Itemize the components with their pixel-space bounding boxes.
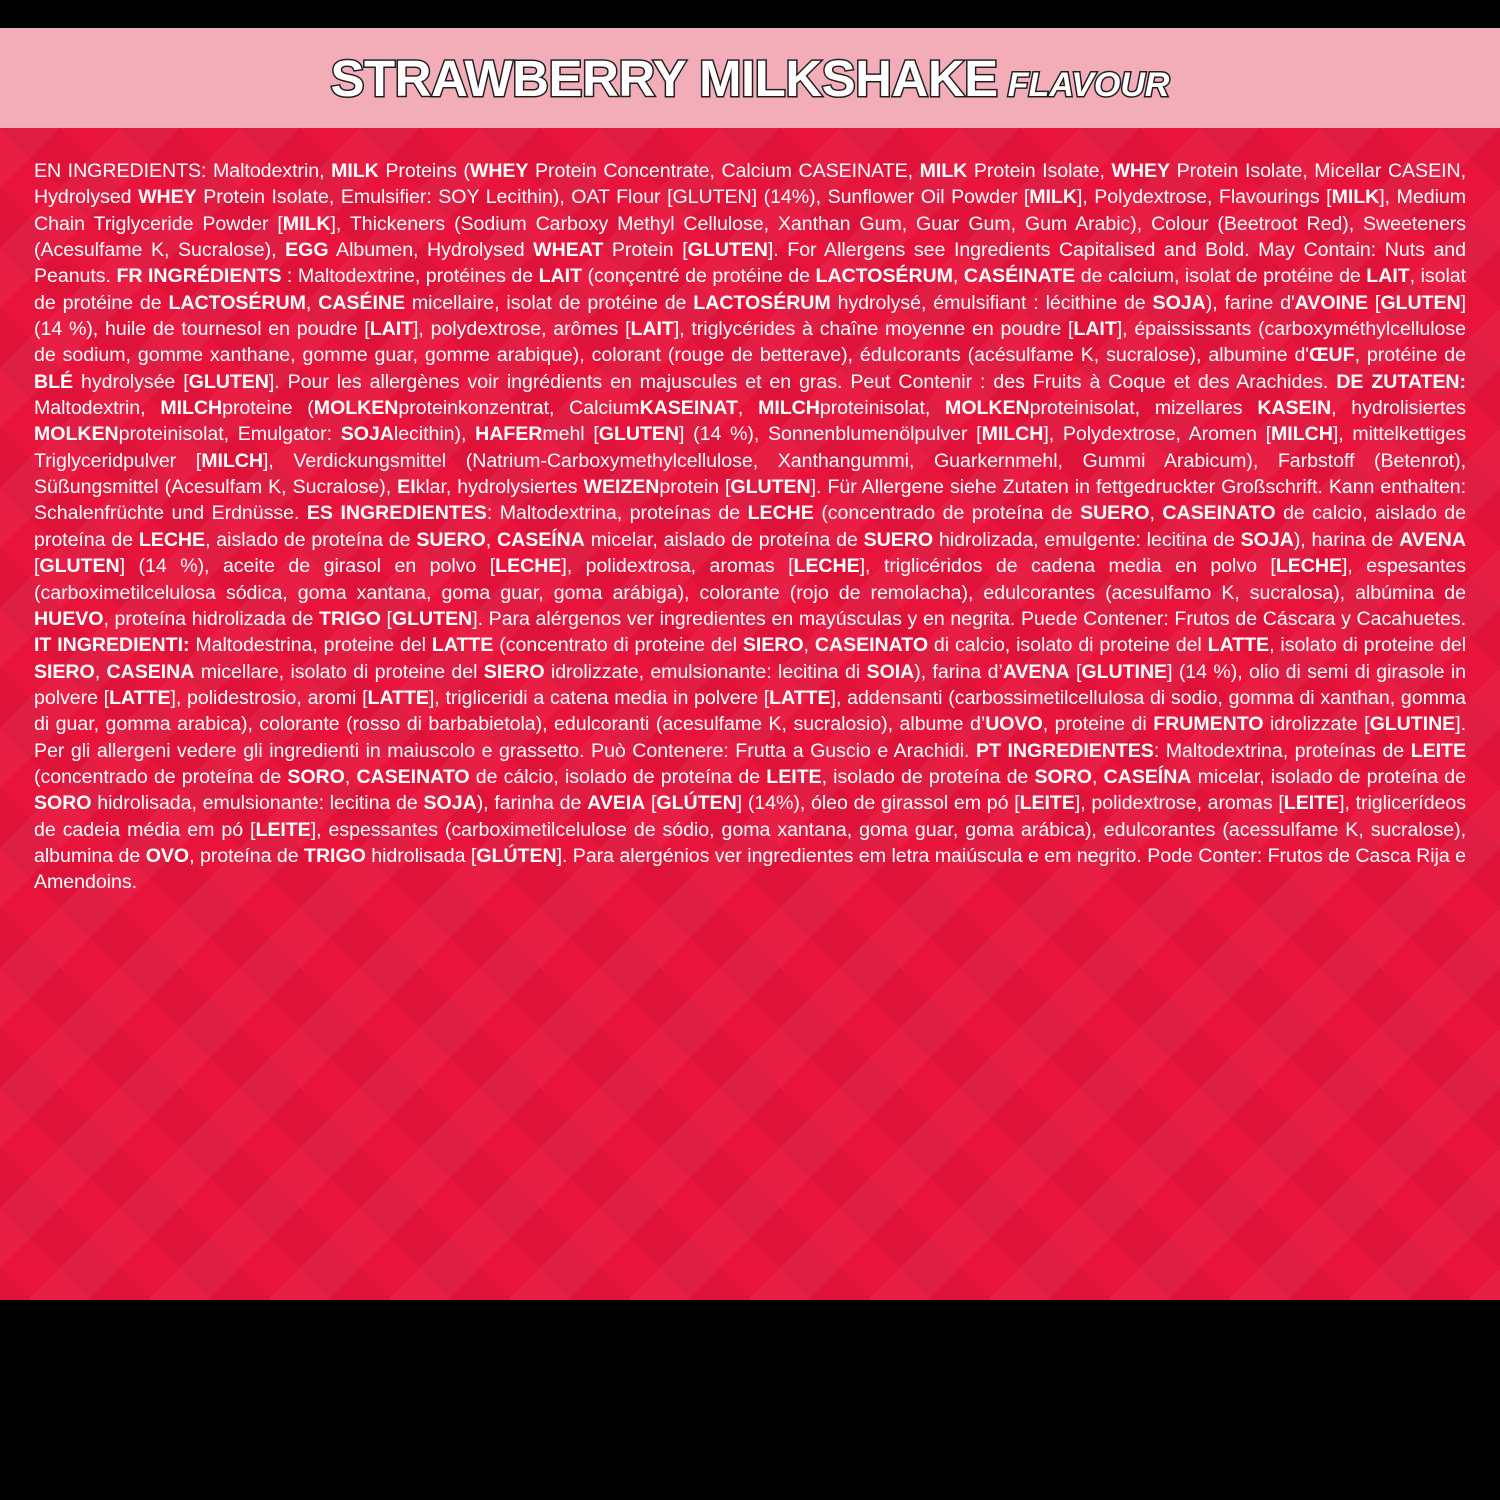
flavour-word: FLAVOUR [1007, 65, 1170, 104]
footer-bar [0, 1300, 1500, 1500]
ingredients-text: EN INGREDIENTS: Maltodextrin, MILK Proteins (WHEY Protein Concentrate, Calcium CASEINATE, MILK Protein Isolate, WHEY Protein Isolate, Micellar CASEIN, Hydrolysed WHEY Protein Isolate, Emulsifier: SOY Lecithin), OAT Flour [GLUTEN] (14%), Sunflower Oil Powder [MILK], Polydextrose, Flavourings [MILK], Medium Chain Triglyceride Powder [MILK], Thickeners (Sodium Carboxy Methyl Cellulose, Xanthan Gum, Guar Gum, Gum Arabic), Colour (Beetroot Red), Sweeteners (Acesulfame K, Sucralose), EGG Albumen, Hydrolysed WHEAT Protein [GLUTEN]. For Allergens see Ingredients Capitalised and Bold. May Contain: Nuts and Peanuts. FR INGRÉDIENTS : Maltodextrine, protéines de LAIT (conçentré de protéine de LACTOSÉRUM, CASÉINATE de calcium, isolat de protéine de LAIT, isolat de protéine de LACTOSÉRUM, CASÉINE micellaire, isolat de protéine de LACTOSÉRUM hydrolysé, émulsifiant : lécithine de SOJA), farine d'AVOINE [GLUTEN] (14 %), huile de tournesol en poudre [LAIT], polydextrose, arômes [LAIT], triglycérides à chaîne moyenne en poudre [LAIT], épaississants (carboxyméthylcellulose de sodium, gomme xanthane, gomme guar, gomme arabique), colorant (rouge de betterave), édulcorants (acésulfame K, sucralose), albumine d'ŒUF, protéine de BLÉ hydrolysée [GLUTEN]. Pour les allergènes voir ingrédients en majuscules et en gras. Peut Contenir : des Fruits à Coque et des Arachides. DE ZUTATEN: Maltodextrin, MILCHproteine (MOLKENproteinkonzentrat, CalciumKASEINAT, MILCHproteinisolat, MOLKENproteinisolat, mizellares KASEIN, hydrolisiertes MOLKENproteinisolat, Emulgator: SOJAlecithin), HAFERmehl [GLUTEN] (14 %), Sonnenblumenölpulver [MILCH], Polydextrose, Aromen [MILCH], mittelkettiges Triglyceridpulver [MILCH], Verdickungsmittel (Natrium-Carboxymethylcellulose, Xanthangummi, Guarkernmehl, Gummi Arabicum), Farbstoff (Betenrot), Süßungsmittel (Acesulfam K, Sucralose), EIklar, hydrolysiertes WEIZENprotein [GLUTEN]. Für Allergene siehe Zutaten in fettgedruckter Großschrift. Kann enthalten: Schalenfrüchte und Erdnüsse. ES INGREDIENTES: Maltodextrina, proteínas de LECHE (concentrado de proteína de SUERO, CASEINATO de calcio, aislado de proteína de LECHE, aislado de proteína de SUERO, CASEÍNA micelar, aislado de proteína de SUERO hidrolizada, emulgente: lecitina de SOJA), harina de AVENA [GLUTEN] (14 %), aceite de girasol en polvo [LECHE], polidextrosa, aromas [LECHE], triglicéridos de cadena media en polvo [LECHE], espesantes (carboximetilcelulosa sódica, goma xantana, goma guar, goma arábiga), colorante (rojo de remolacha), edulcorantes (acesulfamo K, sucralosa), albúmina de HUEVO, proteína hidrolizada de TRIGO [GLUTEN]. Para alérgenos ver ingredientes en mayúsculas y en negrita. Puede Contener: Frutos de Cáscara y Cacahuetes. IT INGREDIENTI: Maltodestrina, proteine del LATTE (concentrato di proteine del SIERO, CASEINATO di calcio, isolato di proteine del LATTE, isolato di proteine del SIERO, CASEINA micellare, isolato di proteine del SIERO idrolizzate, emulsionante: lecitina di SOIA), farina d’AVENA [GLUTINE] (14 %), olio di semi di girasole in polvere [LATTE], polidestrosio, aromi [LATTE], trigliceridi a catena media in polvere [LATTE], addensanti (carbossimetilcellulosa di sodio, gomma di xanthan, gomma di guar, gomma arabica), colorante (rosso di barbabietola), edulcoranti (acesulfame K, sucralosio), albume d’UOVO, proteine di FRUMENTO idrolizzate [GLUTINE]. Per gli allergeni vedere gli ingredienti in maiuscolo e grassetto. Può Contenere: Frutta a Guscio e Arachidi. PT INGREDIENTES: Maltodextrina, proteínas de LEITE (concentrado de proteína de SORO, CASEINATO de cálcio, isolado de proteína de LEITE, isolado de proteína de SORO, CASEÍNA micelar, isolado de proteína de SORO hidrolisada, emulsionante: lecitina de SOJA), farinha de AVEIA [GLÚTEN] (14%), óleo de girassol em pó [LEITE], polidextrose, aromas [LEITE], triglicerídeos de cadeia média em pó [LEITE], espessantes (carboximetilcelulose de sódio, goma xantana, goma guar, goma arábica), edulcorantes (acessulfame K, sucralose), albumina de OVO, proteína de TRIGO hidrolisada [GLÚTEN]. Para alergénios ver ingredientes em letra maiúscula e em negrito. Pode Conter: Frutos de Casca Rija e Amendoins. [34, 160, 1467, 894]
ingredients-panel [0, 128, 1500, 1300]
page-title [330, 49, 1170, 107]
product-header-band [0, 28, 1500, 128]
product-flavour-name: STRAWBERRY MILKSHAKE [330, 49, 998, 107]
